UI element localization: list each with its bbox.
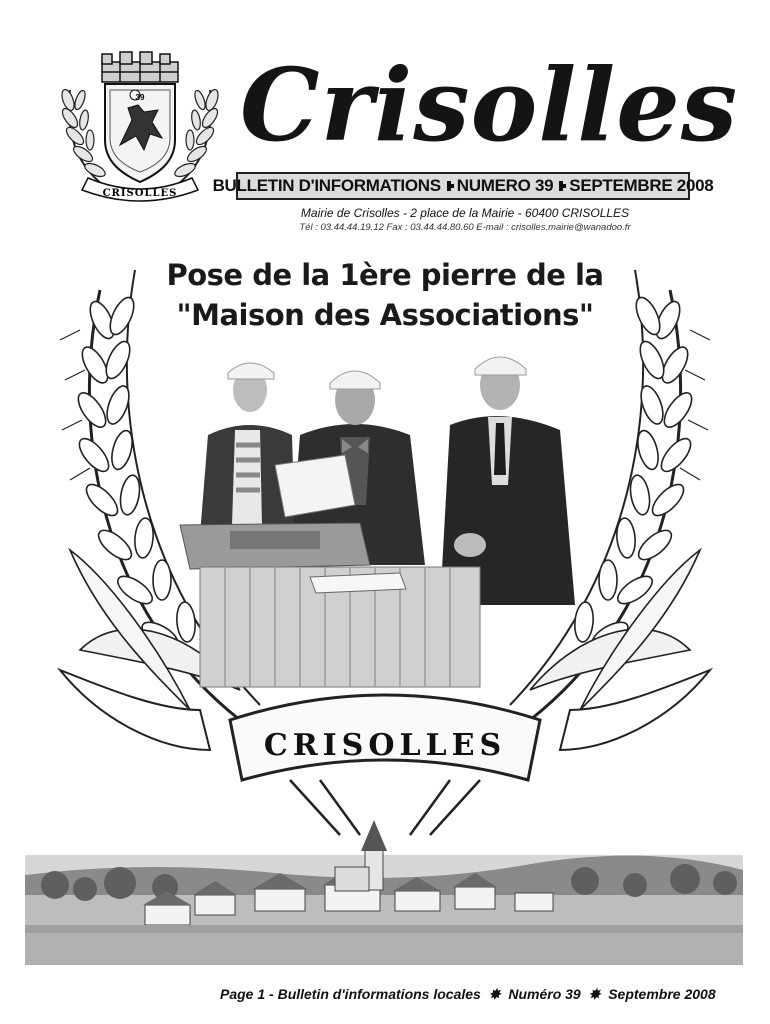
headline-line-1: Pose de la 1ère pierre de la <box>166 258 604 292</box>
banner-issue-number: NUMERO 39 <box>456 176 554 195</box>
laurel-left-icon <box>60 88 110 190</box>
ceremony-photo <box>170 355 590 695</box>
laurel-right-icon <box>170 88 220 190</box>
star-separator-icon: ✸ <box>588 986 601 1002</box>
footer-issue-date: Septembre 2008 <box>608 986 716 1002</box>
separator-square-icon <box>447 181 451 191</box>
headline-line-2: "Maison des Associations" <box>176 298 594 332</box>
coat-of-arms <box>40 50 240 210</box>
shield-number: 39 <box>135 93 145 102</box>
page-footer <box>220 986 740 1003</box>
banner-bulletin-label: BULLETIN D'INFORMATIONS <box>212 176 441 195</box>
newsletter-title: Crisolles <box>240 46 739 164</box>
mural-crown-icon <box>102 52 178 82</box>
separator-square-icon <box>559 181 563 191</box>
town-hall-contact: Tél : 03.44.44.19.12 Fax : 03.44.44.80.60 E-mail : crisolles.mairie@wanadoo.fr <box>299 222 631 233</box>
star-separator-icon: ✸ <box>488 986 501 1002</box>
banner-issue-date: SEPTEMBRE 2008 <box>569 176 714 195</box>
village-landscape-photo <box>25 815 743 965</box>
brick-pallet-figure <box>200 567 480 687</box>
footer-page-label: Page 1 - Bulletin d'informations locales <box>220 986 481 1002</box>
town-hall-address: Mairie de Crisolles - 2 place de la Mairie - 60400 CRISOLLES <box>300 206 630 220</box>
issue-banner <box>212 172 714 200</box>
footer-issue-number: Numéro 39 <box>508 986 581 1002</box>
person-left-figure <box>200 363 295 535</box>
crest-ribbon-label: CRISOLLES <box>102 188 178 199</box>
wreath-ribbon-label: CRISOLLES <box>263 728 507 763</box>
